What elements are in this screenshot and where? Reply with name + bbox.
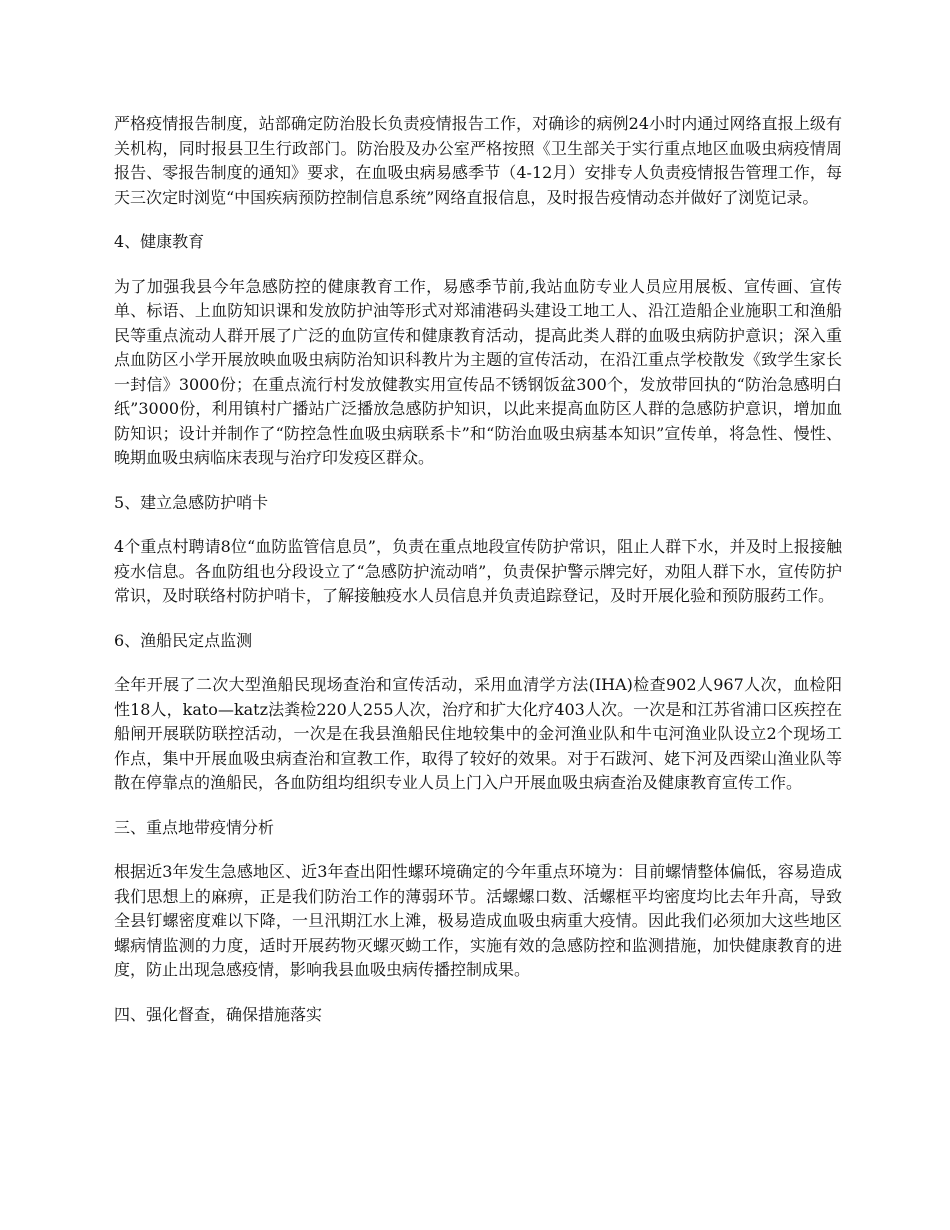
paragraph-key-area-analysis: 根据近3年发生急感地区、近3年查出阳性螺环境确定的今年重点环境为：目前螺情整体偏低，容易造成我们思想上的麻痹，正是我们防治工作的薄弱环节。活螺螺口数、活螺框平均密度均比去年升高，导致全县钉螺密度难以下降，一旦汛期江水上滩，极易造成血吸虫病重大疫情。因此我们必须加大这些地区螺病情监测的力度，适时开展药物灭螺灭蚴工作，实施有效的急感防控和监测措施，加快健康教育的进度，防止出现急感疫情，影响我县血吸虫病传播控制成果。 xyxy=(114,862,842,979)
paragraph-health-education: 为了加强我县今年急感防控的健康教育工作，易感季节前,我站血防专业人员应用展板、宣传画、宣传单、标语、上血防知识课和发放防护油等形式对郑浦港码头建设工地工人、沿江造船企业施职工和渔船民等重点流动人群开展了广泛的血防宣传和健康教育活动，提高此类人群的血吸虫病防护意识；深入重点血防区小学开展放映血吸虫病防治知识科教片为主题的宣传活动，在沿江重点学校散发《致学生家长一封信》3000份；在重点流行村发放健教实用宣传品不锈钢饭盆300个，发放带回执的“防治急感明白纸”3000份，利用镇村广播站广泛播放急感防护知识，以此来提高血防区人群的急感防护意识，增加血防知识；设计并制作了“防控急性血吸虫病联系卡”和“防治血吸虫病基本知识”宣传单，将急性、慢性、晚期血吸虫病临床表现与治疗印发疫区群众。 xyxy=(114,276,842,467)
paragraph-protection-posts: 4个重点村聘请8位“血防监管信息员”，负责在重点地段宣传防护常识，阻止人群下水，并及时上报接触疫水信息。各血防组也分段设立了“急感防护流动哨”，负责保护警示牌完好，劝阻人群下水，宣传防护常识，及时联络村防护哨卡，了解接触疫水人员信息并负责追踪登记，及时开展化验和预防服药工作。 xyxy=(114,537,842,605)
section-heading-health-education: 4、健康教育 xyxy=(114,232,205,251)
section-heading-fishermen-monitoring: 6、渔船民定点监测 xyxy=(114,630,253,650)
section-heading-key-area-analysis: 三、重点地带疫情分析 xyxy=(114,817,275,837)
document-body xyxy=(114,112,842,1047)
section-heading-supervision: 四、强化督查，确保措施落实 xyxy=(114,1004,323,1024)
section-heading-protection-posts: 5、建立急感防护哨卡 xyxy=(114,492,269,512)
paragraph-fishermen-monitoring: 全年开展了二次大型渔船民现场查治和宣传活动，采用血清学方法(IHA)检查902人967人次，血检阳性18人，kato—katz法粪检220人255人次，治疗和扩大化疗403人次。一次是和江苏省浦口区疾控在船闸开展联防联控活动，一次是在我县渔船民住地较集中的金河渔业队和牛屯河渔业队设立2个现场工作点，集中开展血吸虫病查治和宣教工作，取得了较好的效果。对于石跋河、姥下河及西梁山渔业队等散在停靠点的渔船民，各血防组均组织专业人员上门入户开展血吸虫病查治及健康教育宣传工作。 xyxy=(114,675,842,792)
paragraph-epidemic-reporting: 严格疫情报告制度，站部确定防治股长负责疫情报告工作，对确诊的病例24小时内通过网络直报上级有关机构，同时报县卫生行政部门。防治股及办公室严格按照《卫生部关于实行重点地区血吸虫病疫情周报告、零报告制度的通知》要求，在血吸虫病易感季节（4-12月）安排专人负责疫情报告管理工作，每天三次定时浏览“中国疾病预防控制信息系统”网络直报信息，及时报告疫情动态并做好了浏览记录。 xyxy=(114,114,842,207)
